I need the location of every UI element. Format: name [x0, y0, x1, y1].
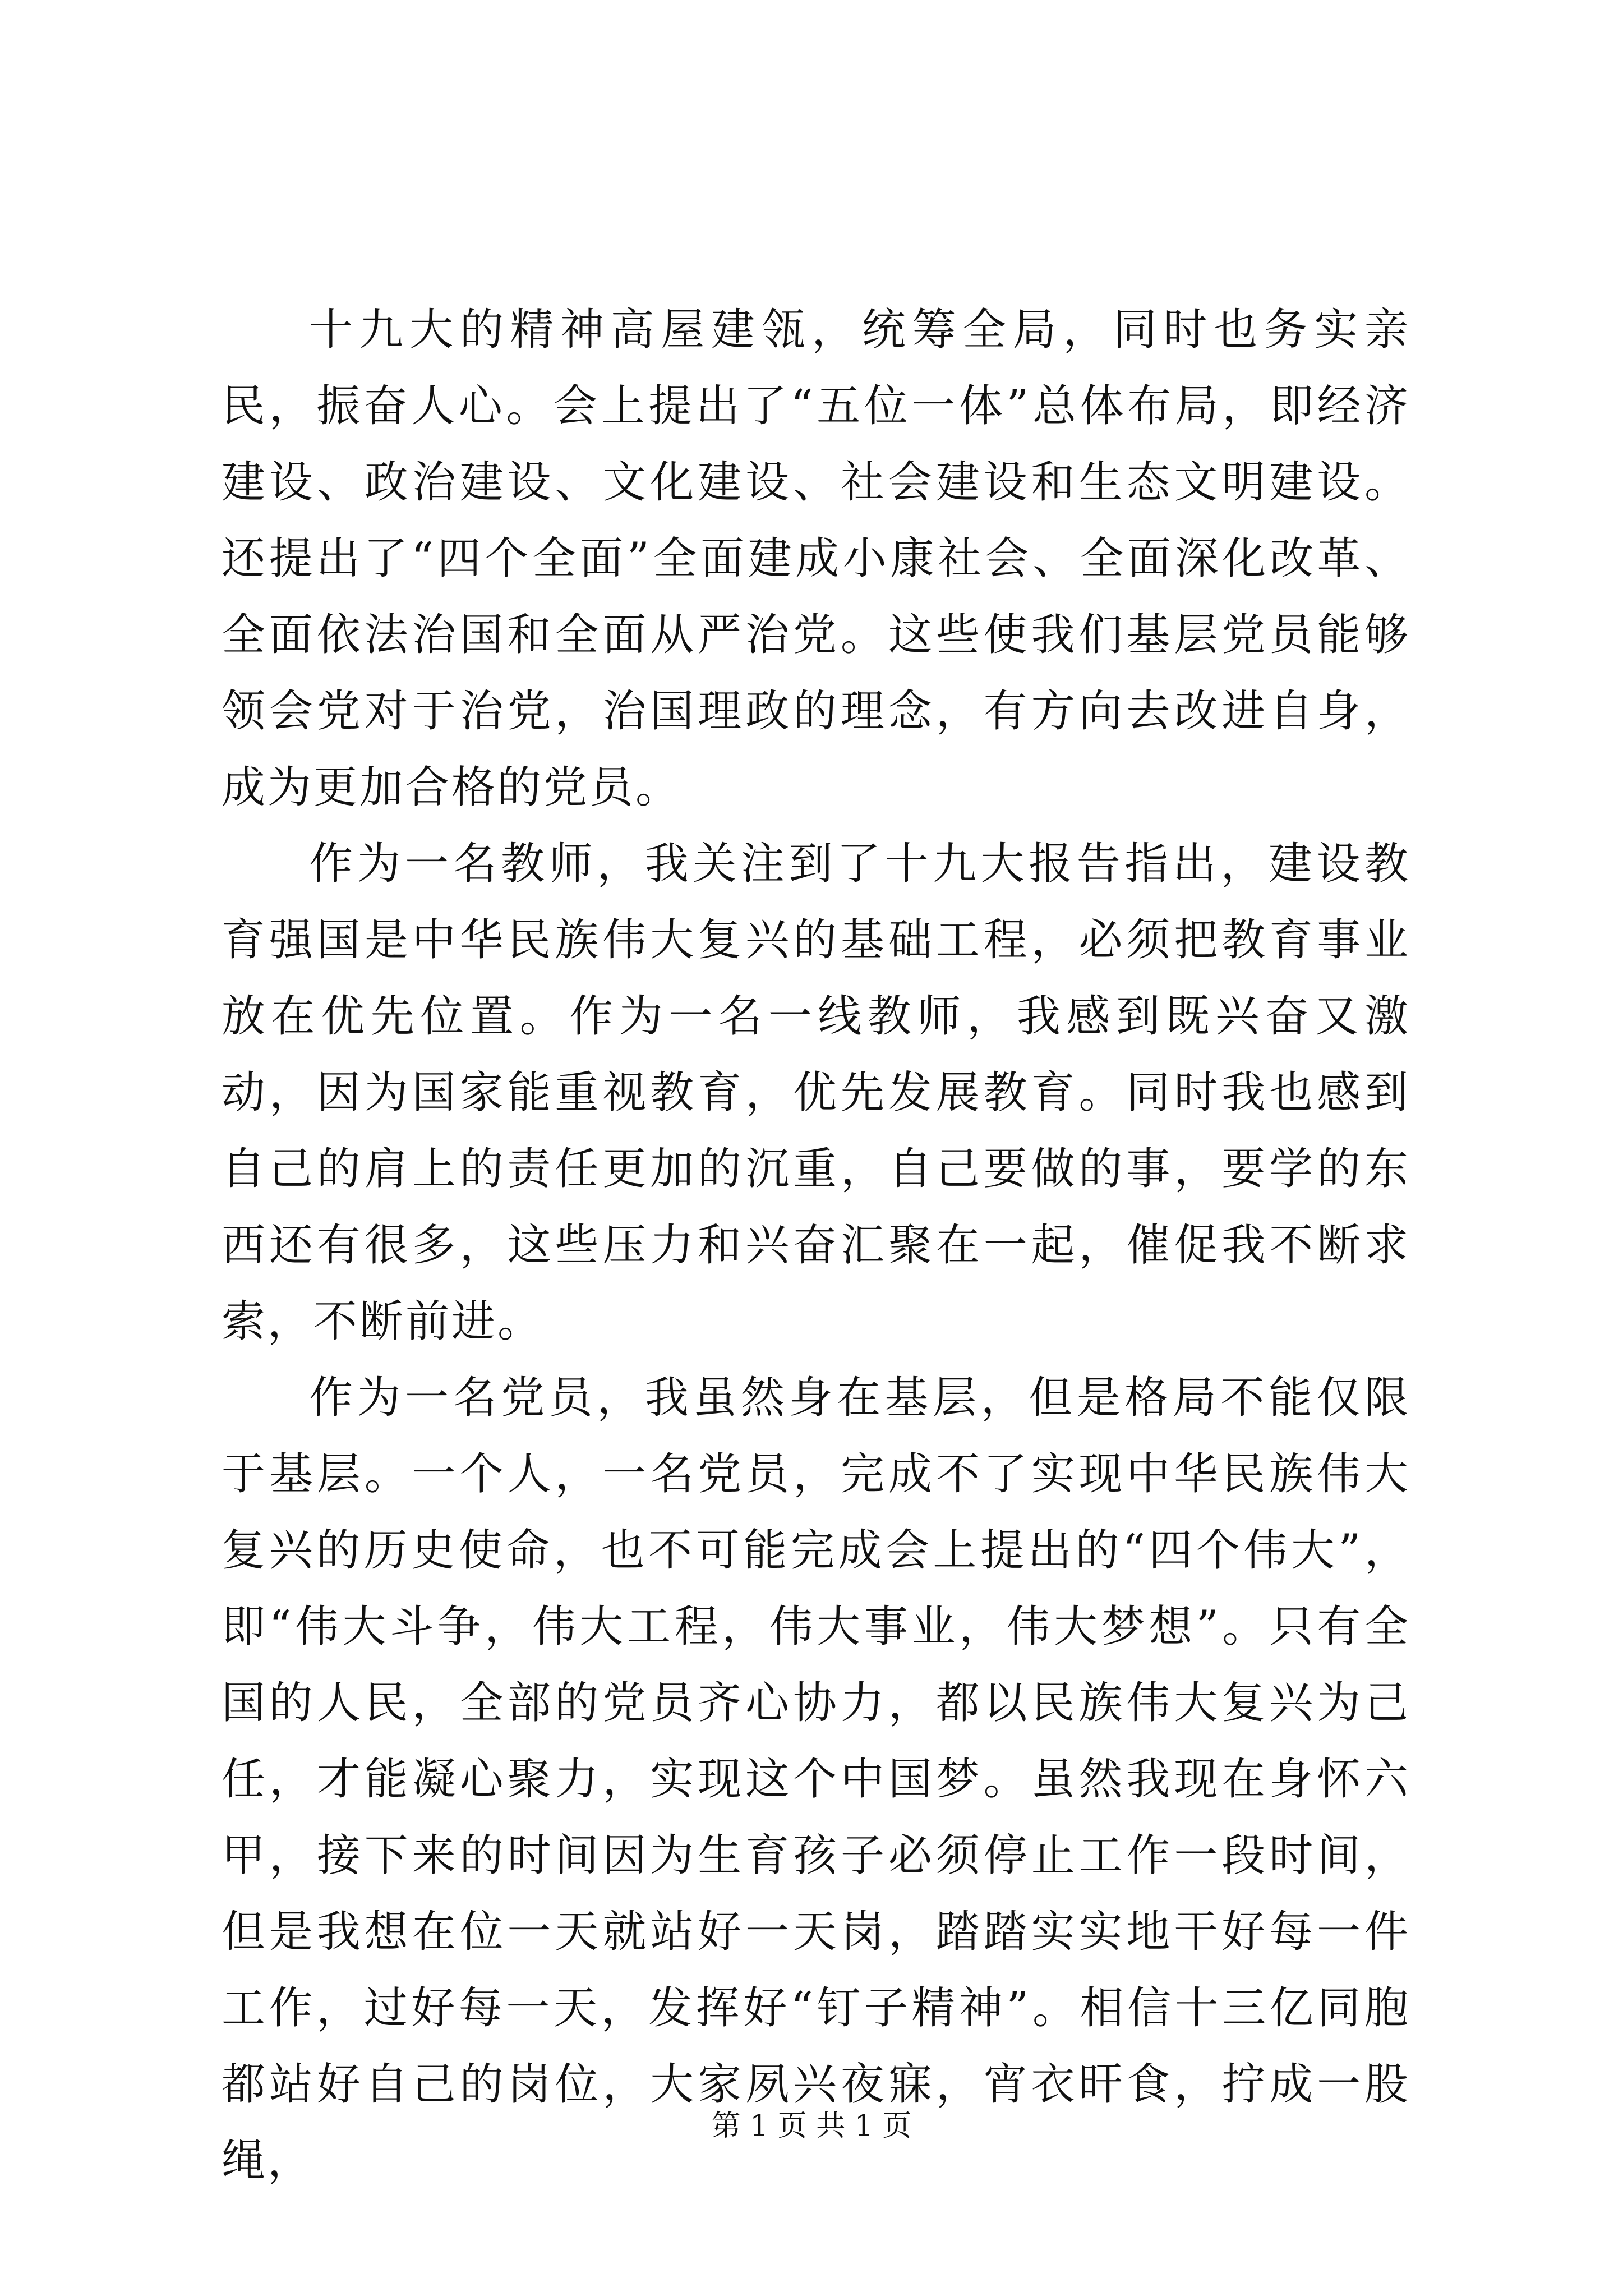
paragraph: 作为一名党员，我虽然身在基层，但是格局不能仅限于基层。一个人，一名党员，完成不了实现中华民族伟大复兴的历史使命，也不可能完成会上提出的“四个伟大”，即“伟大斗争，伟大工程，伟大事业，伟大梦想”。只有全国的人民，全部的党员齐心协力，都以民族伟大复兴为己任，才能凝心聚力，实现这个中国梦。虽然我现在身怀六甲，接下来的时间因为生育孩子必须停止工作一段时间，但是我想在位一天就站好一天岗，踏踏实实地干好每一件工作，过好每一天，发挥好“钉子精神”。相信十三亿同胞都站好自己的岗位，大家夙兴夜寐，宵衣旰食，拧成一股绳， [222, 1373, 1410, 2186]
paragraph: 十九大的精神高屋建瓴，统筹全局，同时也务实亲民，振奋人心。会上提出了“五位一体”总体布局，即经济建设、政治建设、文化建设、社会建设和生态文明建设。还提出了“四个全面”全面建成小康社会、全面深化改革、全面依法治国和全面从严治党。这些使我们基层党员能够领会党对于治党，治国理政的理念，有方向去改进自身，成为更加合格的党员。 [222, 305, 1410, 813]
page-footer: 第 1 页 共 1 页 [711, 2109, 912, 2143]
document-body [222, 292, 1410, 2199]
paragraph: 作为一名教师，我关注到了十九大报告指出，建设教育强国是中华民族伟大复兴的基础工程，必须把教育事业放在优先位置。作为一名一线教师，我感到既兴奋又激动，因为国家能重视教育，优先发展教育。同时我也感到自己的肩上的责任更加的沉重，自己要做的事，要学的东西还有很多，这些压力和兴奋汇聚在一起，催促我不断求索，不断前进。 [222, 839, 1410, 1347]
